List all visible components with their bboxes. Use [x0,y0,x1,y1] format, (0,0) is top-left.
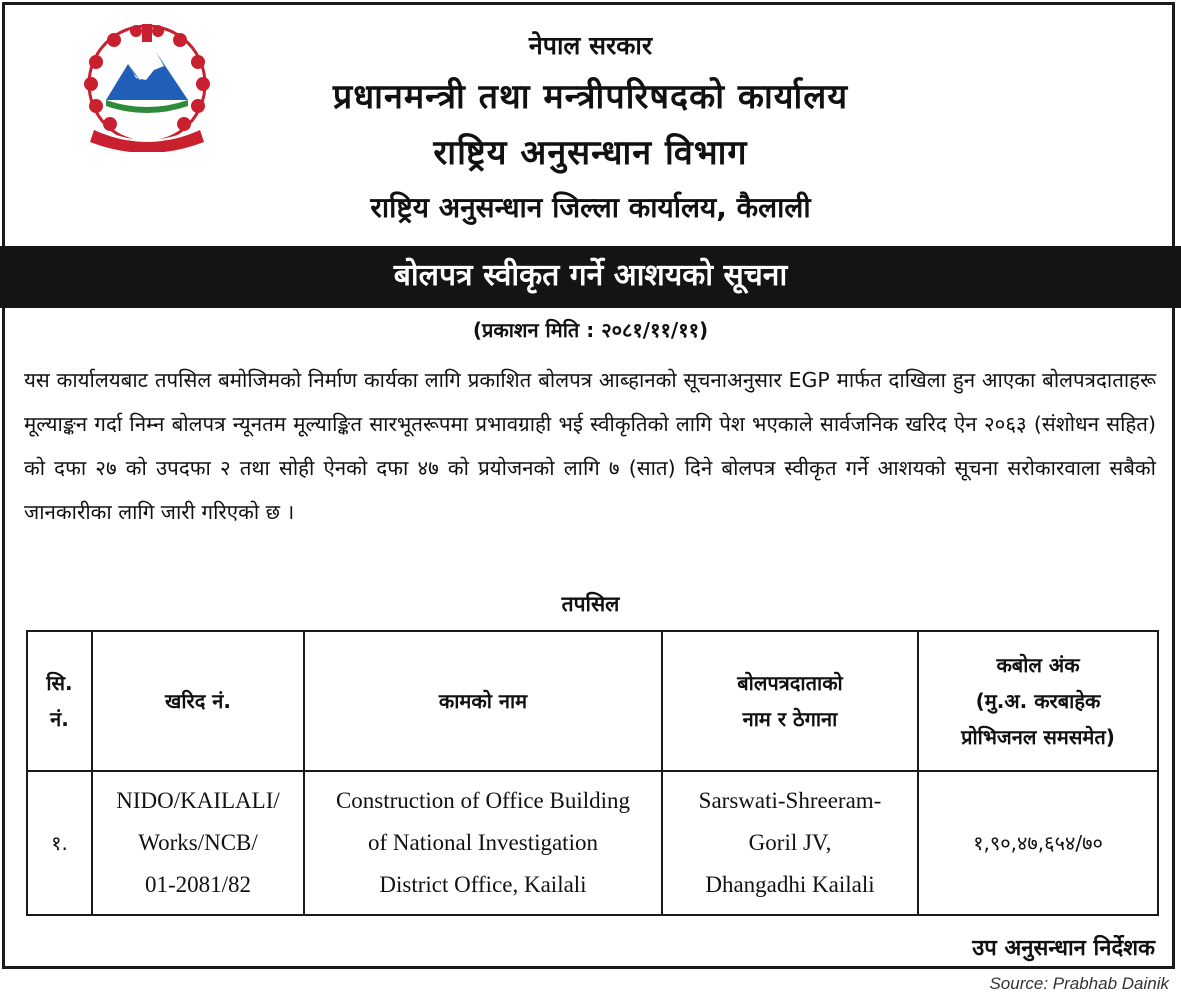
government-title: नेपाल सरकार [528,31,653,60]
cell-work-name: Construction of Office Building of National Investigation District Office, Kailali [304,771,662,915]
cell-bidder: Sarswati-Shreeram- Goril JV, Dhangadhi Kailali [662,771,918,915]
cell-sn: १. [27,771,92,915]
header-bid-amount: कबोल अंक (मु.अ. करबाहेक प्रोभिजनल समसमेत) [918,631,1158,771]
table-row [27,771,1158,915]
table-header-row [27,631,1158,771]
district-office-title: राष्ट्रिय अनुसन्धान जिल्ला कार्यालय, कैलाली [370,191,811,224]
header-sn: सि. नं. [27,631,92,771]
notice-title: बोलपत्र स्वीकृत गर्ने आशयको सूचना [393,258,788,293]
cell-bid-amount: १,९०,४७,६५४/७० [918,771,1158,915]
schedule-heading: तपसिल [561,592,620,616]
notice-body: यस कार्यालयबाट तपसिल बमोजिमको निर्माण कार्यका लागि प्रकाशित बोलपत्र आब्हानको सूचनाअनुसार EGP मार्फत दाखिला हुन आएका बोलपत्रदाताहरू मूल्याङ्कन गर्दा निम्न बोलपत्र न्यूनतम मूल्याङ्कित सारभूतरूपमा प्रभावग्राही भई स्वीकृतिको लागि पेश भएकाले सार्वजनिक खरिद ऐन २०६३ (संशोधन सहित) को दफा २७ को उपदफा २ तथा सोही ऐनको दफा ४७ को प्रयोजनको लागि ७ (सात) दिने बोलपत्र स्वीकृत गर्ने आशयको सूचना सरोकारवाला सबैको जानकारीका लागि जारी गरिएको छ । [24,368,1156,524]
header-bidder: बोलपत्रदाताको नाम र ठेगाना [662,631,918,771]
source-credit: Source: Prabhab Dainik [989,974,1169,993]
office-title: प्रधानमन्त्री तथा मन्त्रीपरिषदको कार्यालय [332,77,849,117]
bid-table [26,630,1159,916]
department-title: राष्ट्रिय अनुसन्धान विभाग [433,133,748,173]
notice-title-band [0,246,1181,308]
publication-date: (प्रकाशन मिति : २०८१/११/११) [472,318,709,342]
cell-procurement-no: NIDO/KAILALI/ Works/NCB/ 01-2081/82 [92,771,304,915]
header-procurement-no: खरिद नं. [92,631,304,771]
signatory: उप अनुसन्धान निर्देशक [972,936,1155,961]
header-work-name: कामको नाम [304,631,662,771]
